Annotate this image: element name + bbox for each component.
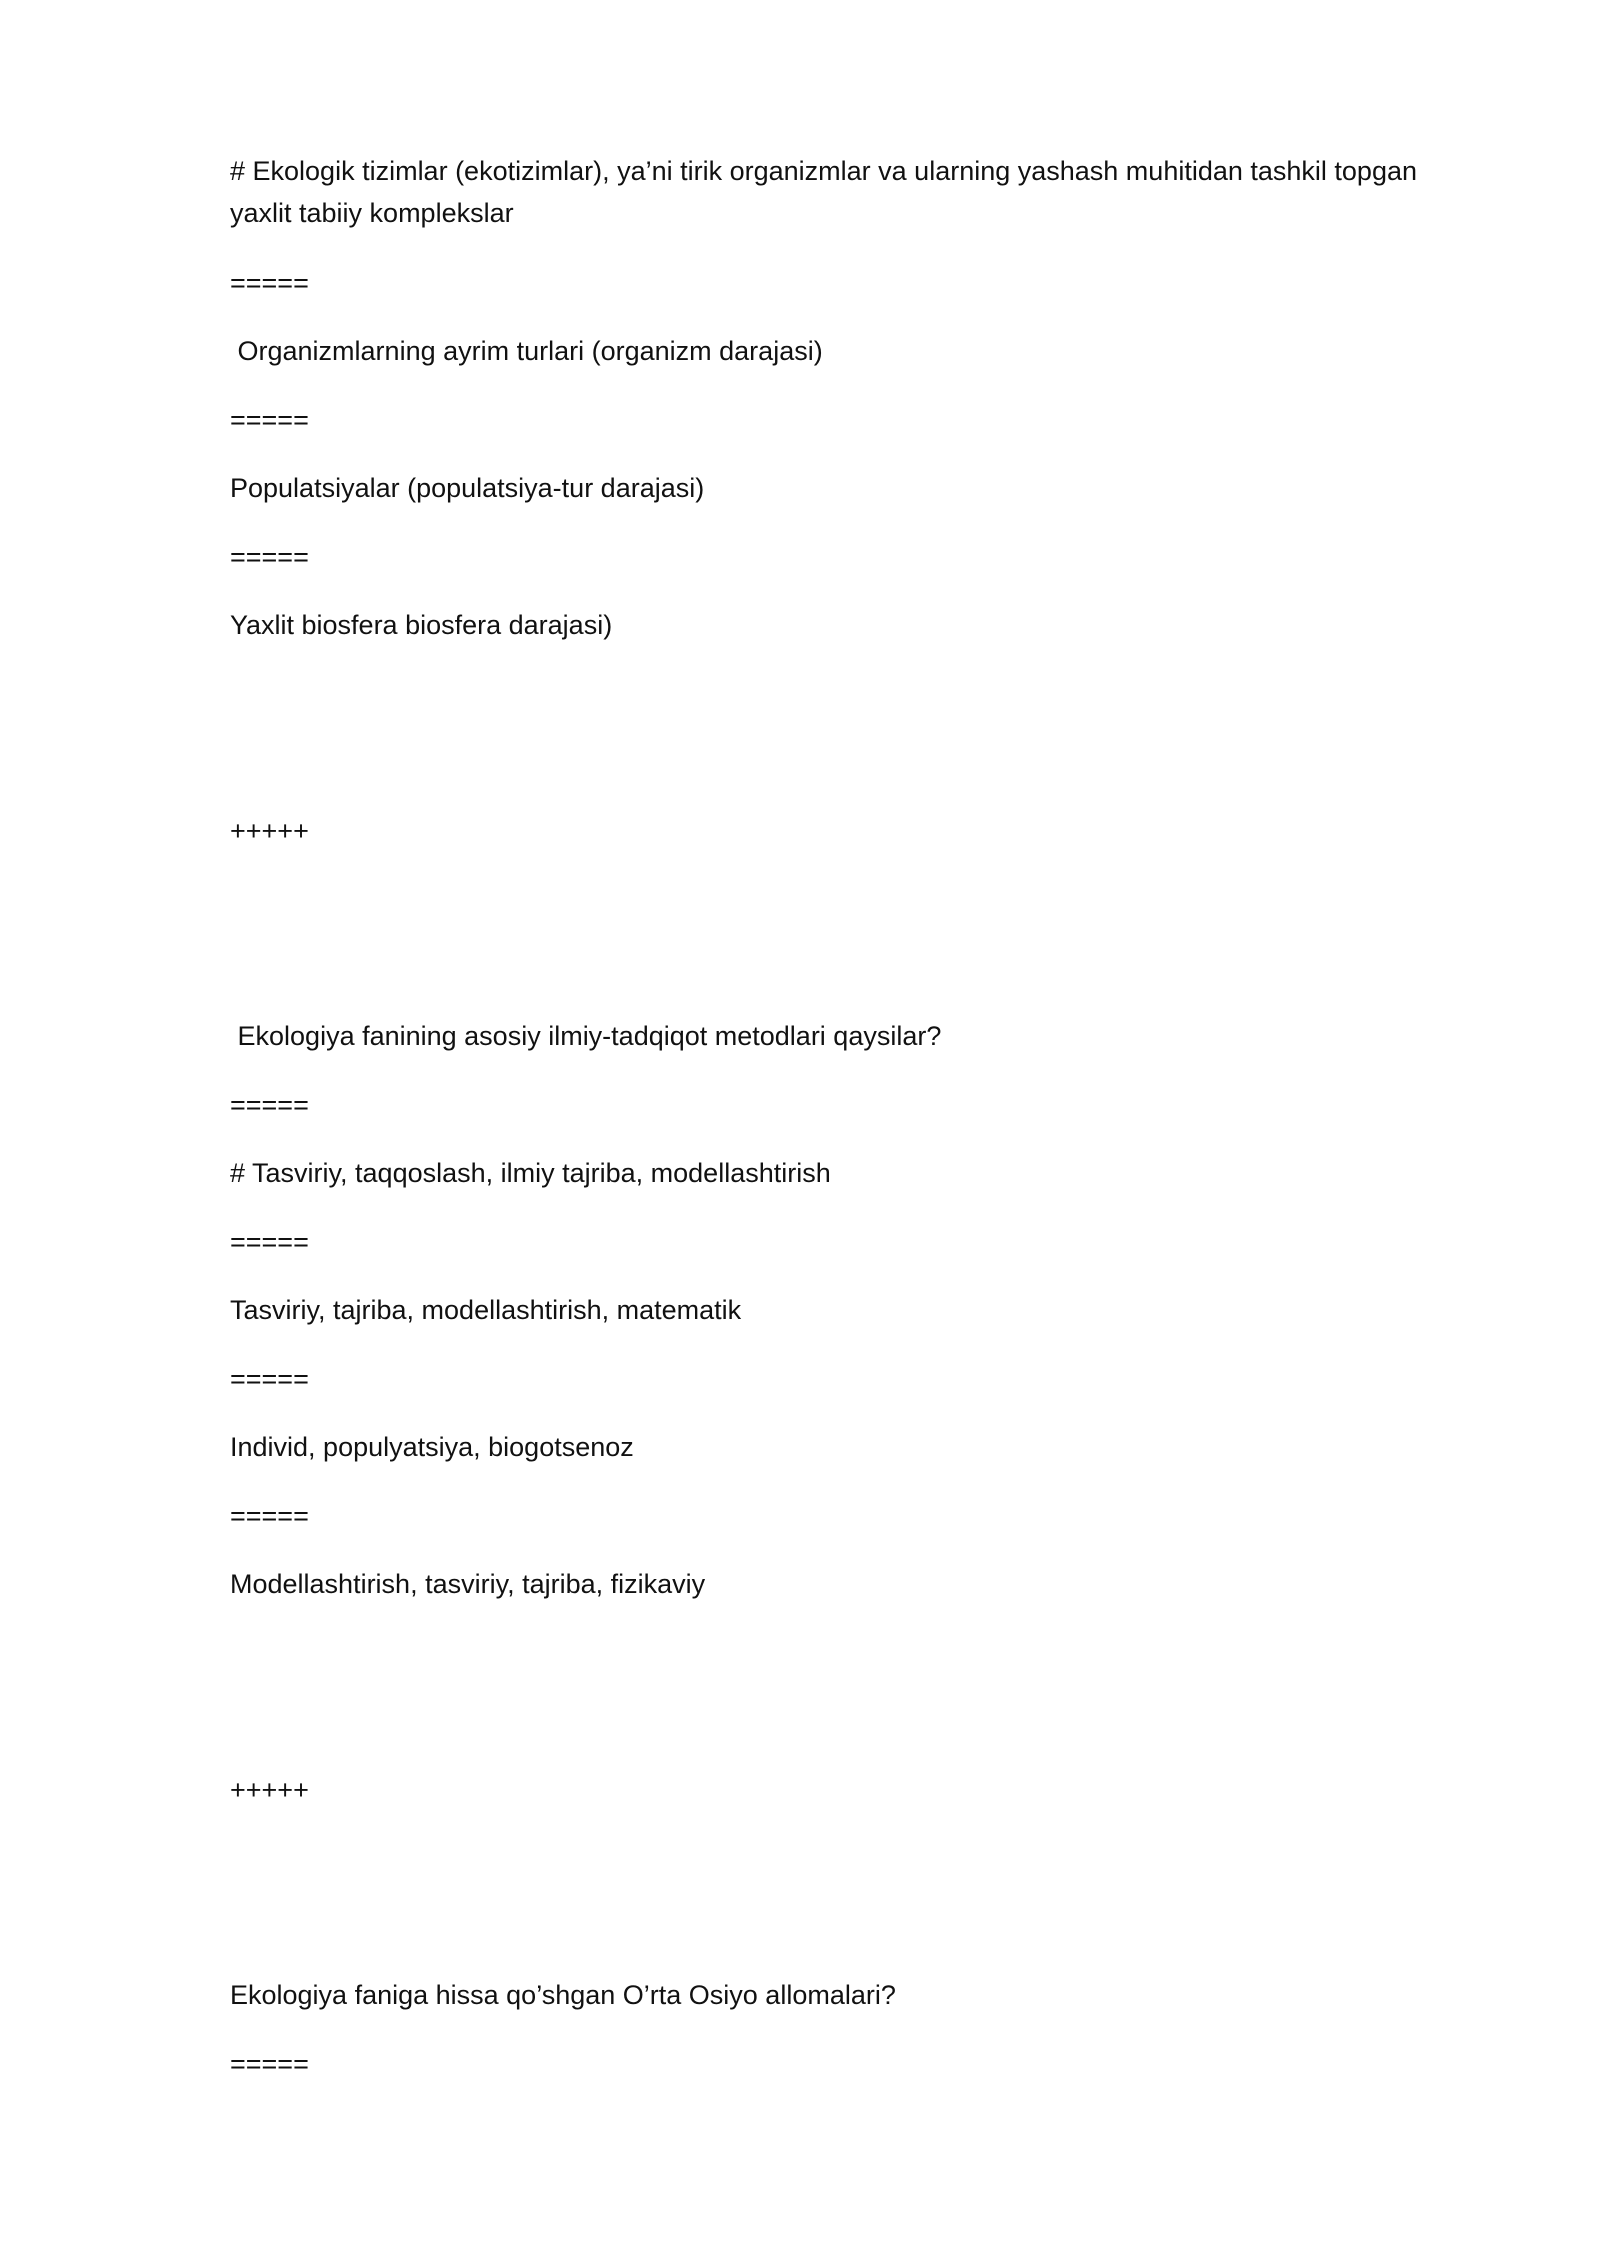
separator: ===== [230,2049,309,2079]
answer-option: Organizmlarning ayrim turlari (organizm darajasi) [230,336,823,366]
separator: ===== [230,1227,309,1257]
answer-option: Yaxlit biosfera biosfera darajasi) [230,610,613,640]
question-text: Ekologiya faniga hissa qo’shgan O’rta Osiyo allomalari? [230,1980,896,2010]
question-text: Ekologiya fanining asosiy ilmiy-tadqiqot metodlari qaysilar? [230,1021,942,1051]
answer-option: Tasviriy, tajriba, modellashtirish, matematik [230,1295,742,1325]
question-separator: +++++ [230,1775,309,1805]
separator: ===== [230,542,309,572]
answer-option: Modellashtirish, tasviriy, tajriba, fizikaviy [230,1569,706,1599]
answer-option-correct: # Tasviriy, taqqoslash, ilmiy tajriba, modellashtirish [230,1158,831,1188]
separator: ===== [230,268,309,298]
separator: ===== [230,1501,309,1531]
separator: ===== [230,1364,309,1394]
separator: ===== [230,1090,309,1120]
answer-option: Populatsiyalar (populatsiya-tur darajasi) [230,473,705,503]
answer-option: Individ, populyatsiya, biogotsenoz [230,1432,634,1462]
question-separator: +++++ [230,816,309,846]
separator: ===== [230,405,309,435]
answer-option-correct: # Ekologik tizimlar (ekotizimlar), ya’ni tirik organizmlar va ularning yashash muhitidan tashkil topgan yaxlit tabiiy komplekslar [230,156,1425,228]
